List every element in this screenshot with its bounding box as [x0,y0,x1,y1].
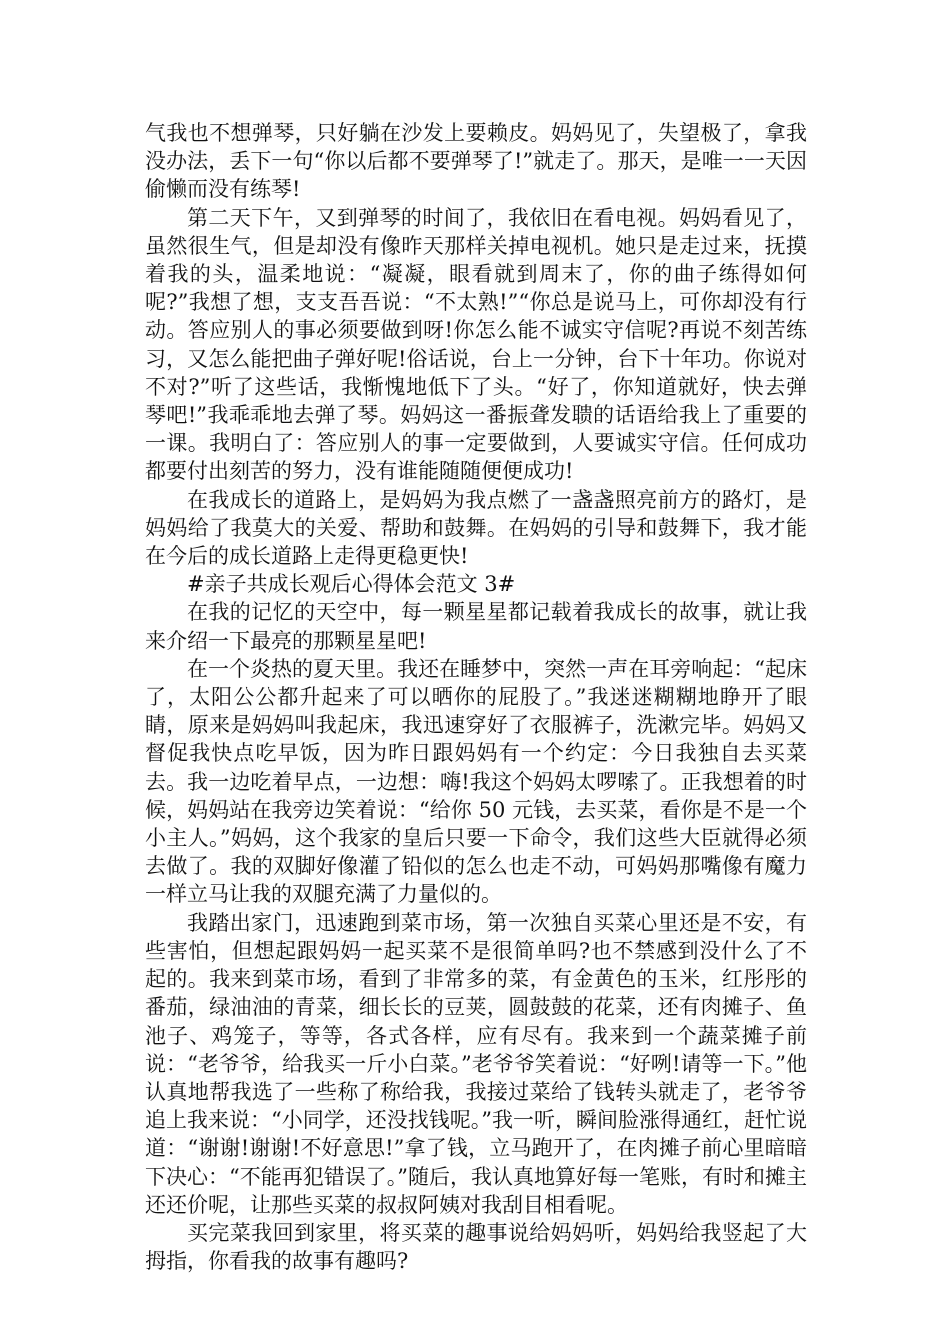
paragraph-continued: 气我也不想弹琴，只好躺在沙发上要赖皮。妈妈见了，失望极了，拿我没办法，丢下一句“你以后都不要弹琴了!”就走了。那天，是唯一一天因偷懒而没有练琴! [145,121,807,202]
section-heading: #亲子共成长观后心得体会范文 3# [187,572,516,597]
paragraph: 在我成长的道路上，是妈妈为我点燃了一盏盏照亮前方的路灯，是妈妈给了我莫大的关爱、帮助和鼓舞。在妈妈的引导和鼓舞下，我才能在今后的成长道路上走得更稳更快! [145,487,807,569]
paragraph: 在一个炎热的夏天里。我还在睡梦中，突然一声在耳旁响起：“起床了，太阳公公都升起来了可以晒你的屁股了。”我迷迷糊糊地睁开了眼睛，原来是妈妈叫我起床，我迅速穿好了衣服裤子，洗漱完毕。妈妈又督促我快点吃早饭，因为昨日跟妈妈有一个约定：今日我独自去买菜去。我一边吃着早点，一边想：嗨!我这个妈妈太啰嗦了。正我想着的时候，妈妈站在我旁边笑着说：“给你 50 元钱，去买菜，看你是不是一个小主人。”妈妈，这个我家的皇后只要一下命令，我们这些大臣就得必须去做了。我的双脚好像灌了铅似的怎么也走不动，可妈妈那嘴像有魔力一样立马让我的双腿充满了力量似的。 [145,656,807,907]
paragraph: 第二天下午，又到弹琴的时间了，我依旧在看电视。妈妈看见了，虽然很生气，但是却没有像昨天那样关掉电视机。她只是走过来，抚摸着我的头，温柔地说：“凝凝，眼看就到周末了，你的曲子练得如何呢?”我想了想，支支吾吾说：“不太熟!”“你总是说马上，可你却没有行动。答应别人的事必须要做到呀!你怎么能不诚实守信呢?再说不刻苦练习，又怎么能把曲子弹好呢!俗话说，台上一分钟，台下十年功。你说对不对?”听了这些话，我惭愧地低下了头。“好了，你知道就好，快去弹琴吧!”我乖乖地去弹了琴。妈妈这一番振聋发聩的话语给我上了重要的一课。我明白了：答应别人的事一定要做到，人要诚实守信。任何成功都要付出刻苦的努力，没有谁能随随便便成功! [145,205,807,484]
paragraph: 在我的记忆的天空中，每一颗星星都记载着我成长的故事，就让我来介绍一下最亮的那颗星星吧! [145,600,807,653]
document-body [145,119,807,1275]
paragraph: 买完菜我回到家里，将买菜的趣事说给妈妈听，妈妈给我竖起了大拇指，你看我的故事有趣吗? [145,1220,807,1274]
paragraph: 我踏出家门，迅速跑到菜市场，第一次独自买菜心里还是不安，有些害怕，但想起跟妈妈一起买菜不是很简单吗?也不禁感到没什么了不起的。我来到菜市场，看到了非常多的菜，有金黄色的玉米，红彤彤的番茄，绿油油的青菜，细长长的豆荚，圆鼓鼓的花菜，还有肉摊子、鱼池子、鸡笼子，等等，各式各样，应有尽有。我来到一个蔬菜摊子前说：“老爷爷，给我买一斤小白菜。”老爷爷笑着说：“好咧!请等一下。”他认真地帮我选了一些称了称给我，我接过菜给了钱转头就走了，老爷爷追上我来说：“小同学，还没找钱呢。”我一听，瞬间脸涨得通红，赶忙说道：“谢谢!谢谢!不好意思!”拿了钱，立马跑开了，在肉摊子前心里暗暗下决心：“不能再犯错误了。”随后，我认真地算好每一笔账，有时和摊主还还价呢，让那些买菜的叔叔阿姨对我刮目相看呢。 [145,910,807,1217]
